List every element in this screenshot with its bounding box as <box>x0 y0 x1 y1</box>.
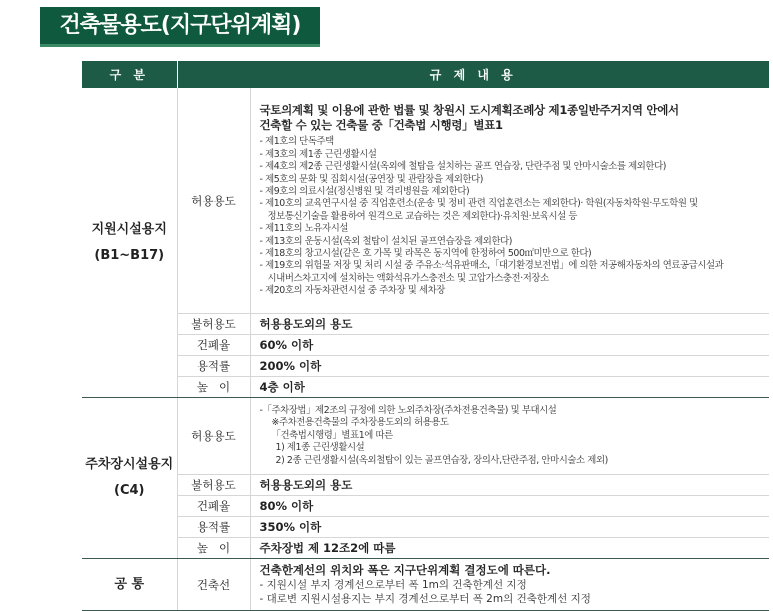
table-row <box>82 475 769 496</box>
sub-value: 주차장법 제 12조2에 따름 <box>250 538 769 559</box>
parking-line: 2) 2종 근린생활시설(옥외철탑이 있는 골프연습장, 장의사,단란주점, 안마시술소 제외) <box>275 454 608 466</box>
sub-value: 허용용도외의 용도 <box>250 475 769 496</box>
list-item: - 제1호의 단독주택 <box>259 136 334 148</box>
parking-line: ※주차전용건축물의 주차장용도외의 허용용도 <box>271 417 449 429</box>
list-item: - 제5호의 문화 및 집회시설(공연장 및 관람장을 제외한다) <box>259 173 484 185</box>
sub-label: 건폐율 <box>177 496 250 517</box>
sub-label: 용적률 <box>177 517 250 538</box>
list-item: - 제13호의 운동시설(옥외 철탑이 설치된 골프연습장을 제외한다) <box>259 235 513 247</box>
title-underline <box>40 44 320 47</box>
header-content: 규 제 내 용 <box>177 61 769 88</box>
sub-label: 높 이 <box>177 538 250 559</box>
list-item: - 제20호의 자동차관련시설 중 주차장 및 세차장 <box>259 285 445 297</box>
list-item: - 제19호의 위험물 저장 및 처리 시설 중 주유소·석유판매소,「대기환경보전법」에 의한 저공해자동차의 연료공급시설과 <box>259 260 724 272</box>
header-category: 구 분 <box>82 61 177 88</box>
list-item: - 제10호의 교육연구시설 중 직업훈련소(운송 및 정비 관련 직업훈련소는 제외한다)· 학원(자동차학원·무도학원 및 <box>259 198 698 210</box>
category-code: (B1~B17) <box>94 247 165 263</box>
sub-value: 60% 이하 <box>250 335 769 356</box>
page-title-banner <box>40 7 320 44</box>
table-row <box>82 314 769 335</box>
parking-allowed-content <box>250 398 769 475</box>
list-item: - 제3호의 제1종 근린생활시설 <box>259 148 377 160</box>
table-header-row <box>82 61 769 88</box>
sub-label: 불허용도 <box>177 314 250 335</box>
table-row <box>82 538 769 559</box>
sub-label-allowed: 허용용도 <box>177 88 250 314</box>
list-item: - 제11호의 노유자시설 <box>259 223 349 235</box>
table-row <box>82 559 769 611</box>
building-line-content <box>250 559 769 611</box>
sub-value: 4층 이하 <box>250 377 769 398</box>
list-item: 시내버스차고지에 설치하는 액화석유가스충전소 및 고압가스충전·저장소 <box>267 272 549 284</box>
table-row <box>82 88 769 314</box>
list-item: 정보통신기술을 활용하여 원격으로 교습하는 것은 제외한다)·유치원·보육시설 등 <box>267 210 578 222</box>
sub-label-allowed: 허용용도 <box>177 398 250 475</box>
intro-line: 국토의계획 및 이용에 관한 법률 및 창원시 도시계획조례상 제1종일반주거지역 안에서 <box>259 103 679 118</box>
regulation-table <box>82 61 769 611</box>
building-line-head: 건축한계선의 위치와 폭은 지구단위계획 결정도에 따른다. <box>259 563 551 577</box>
category-parking-facility <box>82 398 177 559</box>
table-row <box>82 398 769 475</box>
sub-label: 용적률 <box>177 356 250 377</box>
sub-label: 불허용도 <box>177 475 250 496</box>
category-name: 주차장시설용지 <box>85 457 174 472</box>
sub-label-building-line: 건축선 <box>177 559 250 611</box>
allowed-uses-list <box>260 136 770 297</box>
list-item: - 제18호의 창고시설(같은 호 가목 및 라목은 동지역에 한정하여 500㎡미만으로 한다) <box>259 248 592 260</box>
building-line-item: - 대로변 지원시설용지는 부지 경계선으로부터 폭 2m의 건축한계선 지정 <box>259 593 591 605</box>
parking-line: -「주차장법」제2조의 규정에 의한 노외주차장(주차전용건축물) 및 부대시설 <box>259 404 557 416</box>
intro-line: 건축할 수 있는 건축물 중「건축법 시행령」별표1 <box>259 118 503 133</box>
allowed-uses-content <box>250 88 769 314</box>
sub-value: 80% 이하 <box>250 496 769 517</box>
category-name: 지원시설용지 <box>91 221 167 237</box>
table-row <box>82 335 769 356</box>
sub-value: 350% 이하 <box>250 517 769 538</box>
table-row <box>82 377 769 398</box>
table-row <box>82 496 769 517</box>
sub-label: 높 이 <box>177 377 250 398</box>
list-item: - 제9호의 의료시설(정신병원 및 격리병원을 제외한다) <box>259 185 470 197</box>
table-row <box>82 356 769 377</box>
category-common: 공 통 <box>82 559 177 611</box>
sub-value: 200% 이하 <box>250 356 769 377</box>
list-item: - 제4호의 제2종 근린생활시설(옥외에 철탑을 설치하는 골프 연습장, 단란주점 및 안마시술소를 제외한다) <box>259 161 666 173</box>
category-support-facility <box>82 88 177 398</box>
building-line-item: - 지원시설 부지 경계선으로부터 폭 1m의 건축한계선 지정 <box>259 579 527 591</box>
parking-line: 1) 제1종 근린생활시설 <box>275 442 365 454</box>
sub-value: 허용용도외의 용도 <box>250 314 769 335</box>
table-row <box>82 517 769 538</box>
page-title: 건축물용도(지구단위계획) <box>59 13 301 38</box>
parking-line: 「건축법시행령」별표1에 따른 <box>271 429 393 441</box>
sub-label: 건폐율 <box>177 335 250 356</box>
category-code: (C4) <box>114 483 145 498</box>
